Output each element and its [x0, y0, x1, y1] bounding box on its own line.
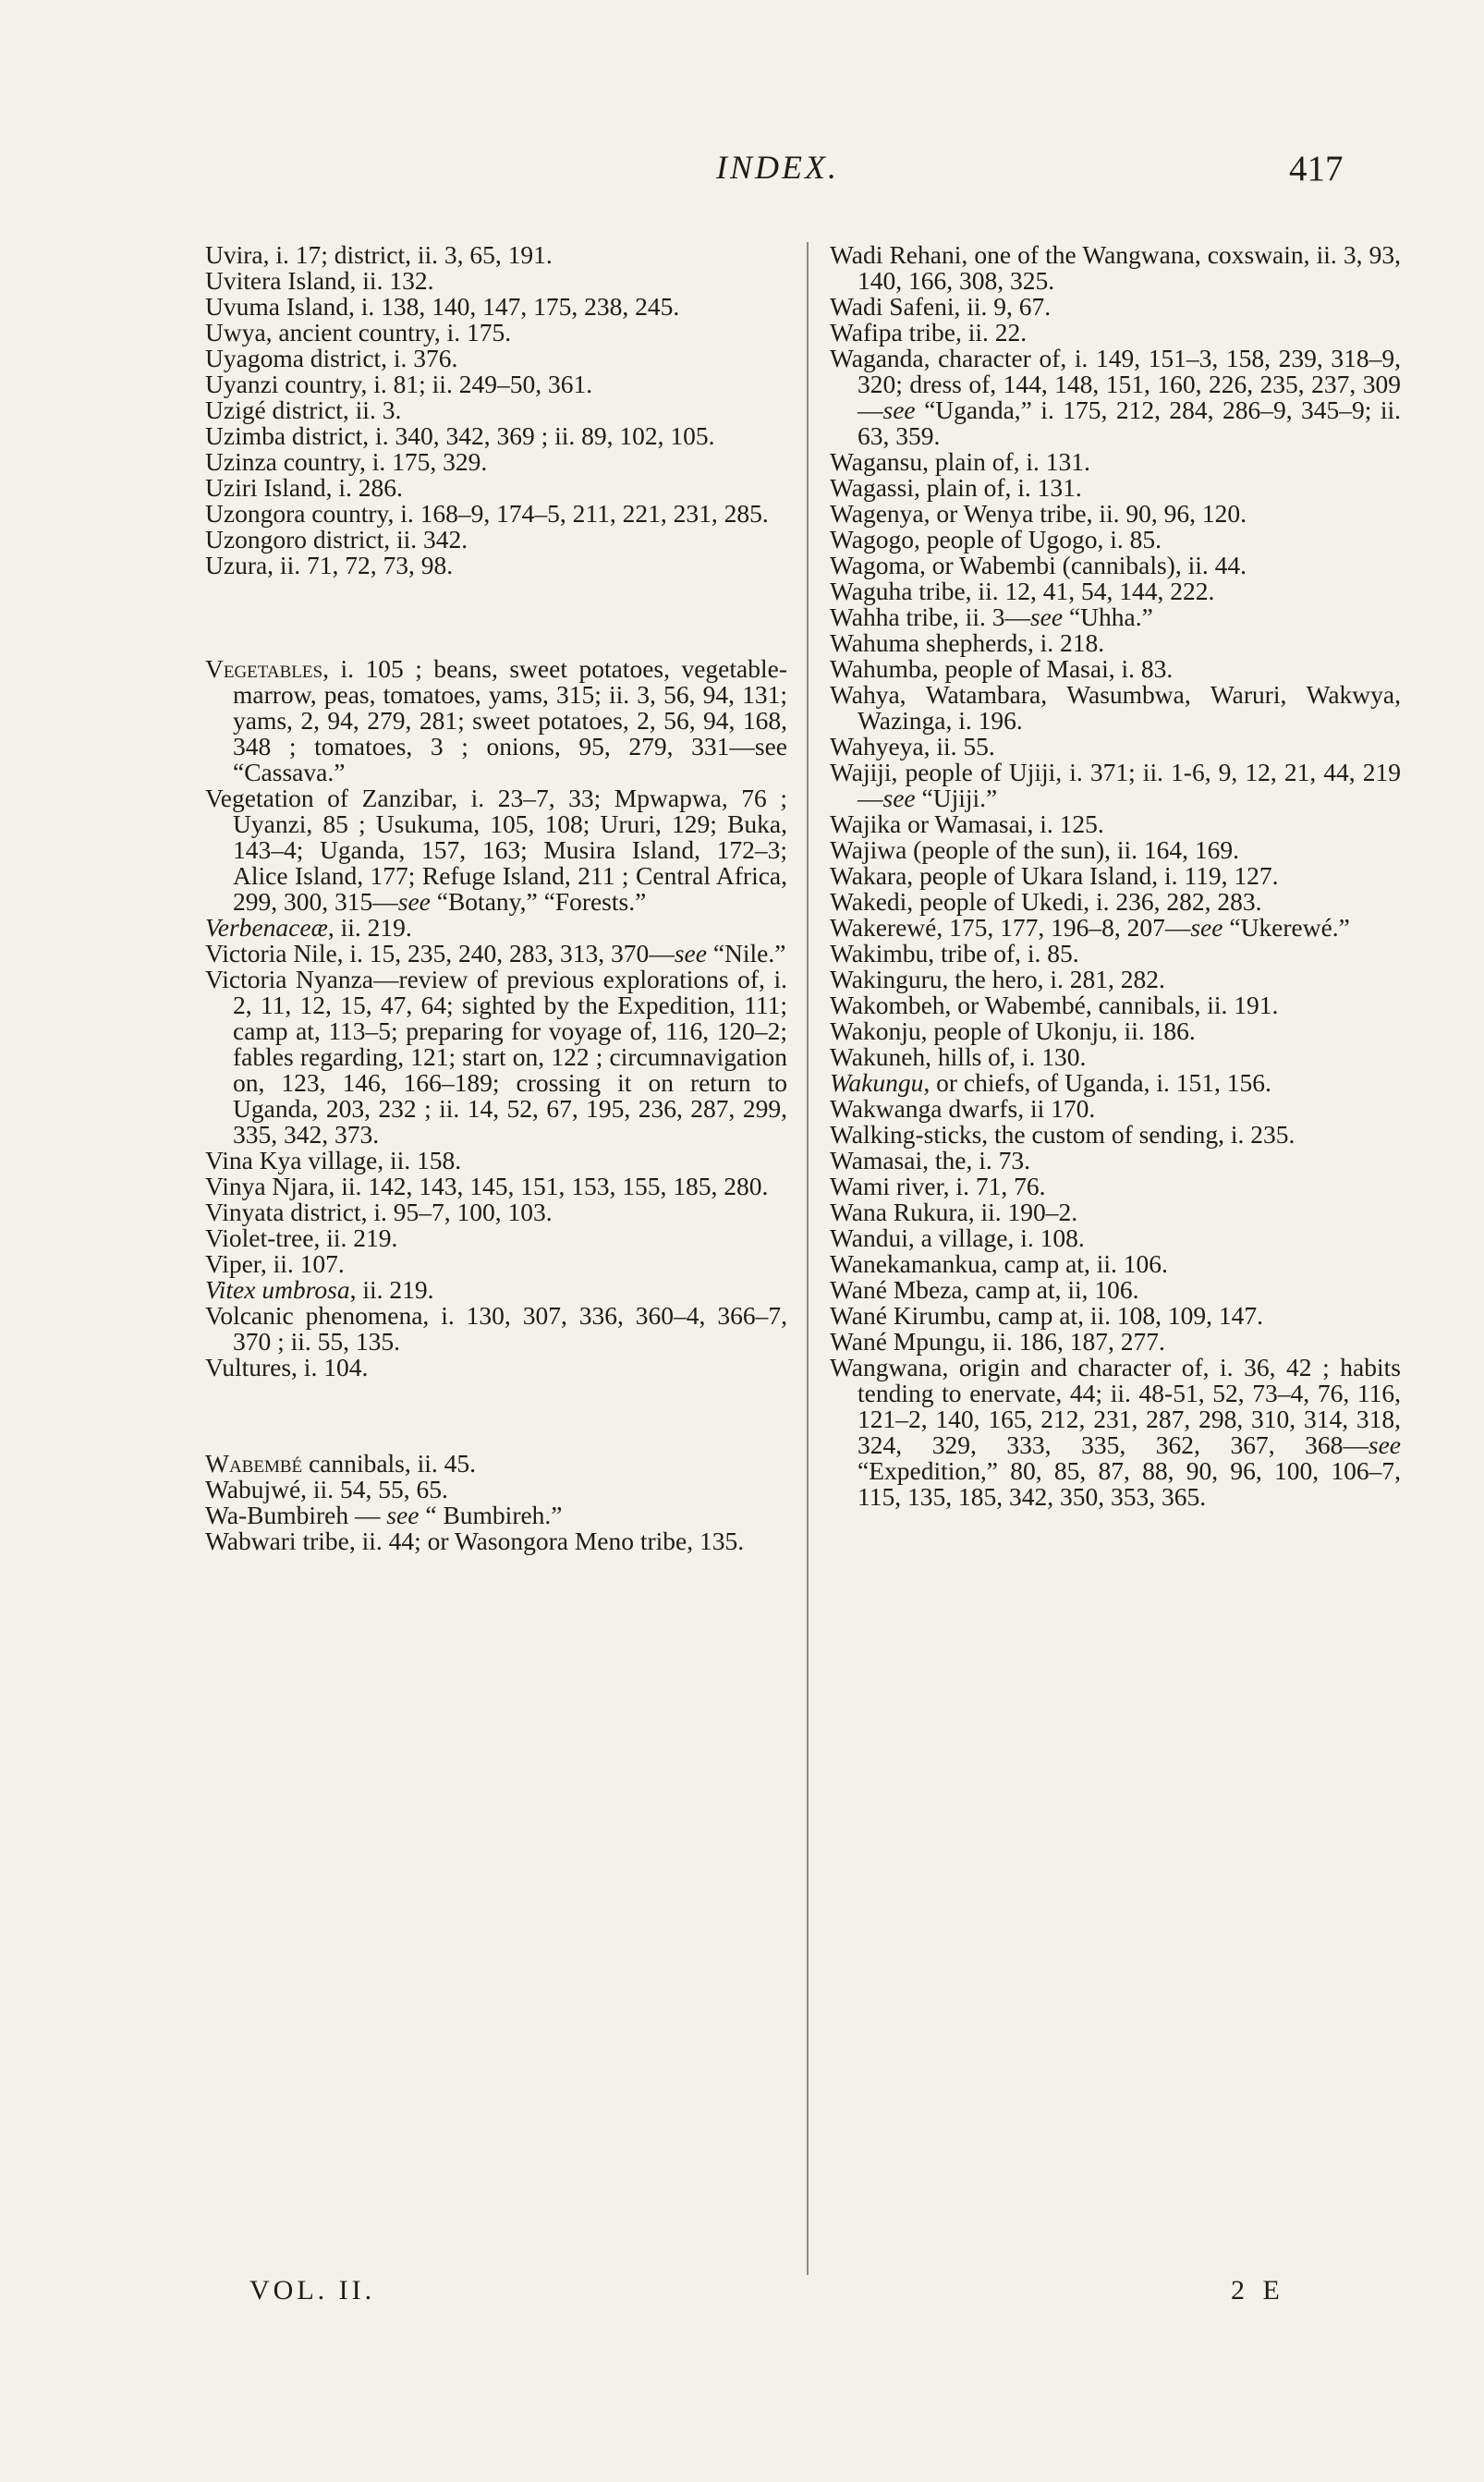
index-entry: Victoria Nyanza—review of previous explorations of, i. 2, 11, 12, 15, 47, 64; sighted by the Expedition, 111; camp at, 113–5; preparing for voyage of, 116, 120–2; fables regarding, 121; start on, 122 ; circumnavigation on, 123, 146, 166–189; crossing it on return to Uganda, 203, 232 ; ii. 14, 52, 67, 195, 236, 287, 299, 335, 342, 373. — [205, 965, 787, 1149]
index-entry: Uvuma Island, i. 138, 140, 147, 175, 238, 245. — [205, 292, 680, 321]
index-entry: Vultures, i. 104. — [205, 1353, 369, 1381]
index-entry: Uziri Island, i. 286. — [205, 473, 403, 502]
index-entry: Wabwari tribe, ii. 44; or Wasongora Meno tribe, 135. — [205, 1527, 745, 1555]
index-entry: Vinyata district, i. 95–7, 100, 103. — [205, 1198, 553, 1226]
index-entry: Uvitera Island, ii. 132. — [205, 266, 434, 295]
index-entry: Wakungu, or chiefs, of Uganda, i. 151, 156. — [830, 1068, 1271, 1097]
group-spacer — [205, 1381, 787, 1451]
index-entry: Wajiji, people of Ujiji, i. 371; ii. 1-6, 9, 12, 21, 44, 219—see “Ujiji.” — [830, 758, 1401, 812]
index-column-left — [205, 242, 787, 1554]
index-entry: Vinya Njara, ii. 142, 143, 145, 151, 153, 155, 185, 280. — [205, 1172, 769, 1200]
index-entry: Victoria Nile, i. 15, 235, 240, 283, 313, 370—see “Nile.” — [205, 939, 786, 967]
index-column-right — [830, 242, 1401, 1510]
index-entry: Uyagoma district, i. 376. — [205, 344, 458, 372]
index-entry: Wandui, a village, i. 108. — [830, 1223, 1085, 1252]
index-entry: Wafipa tribe, ii. 22. — [830, 318, 1028, 347]
index-group-v — [205, 785, 787, 1381]
index-entry: Wabembé cannibals, ii. 45. — [205, 1449, 477, 1478]
index-entry: Wa-Bumbireh — see “ Bumbireh.” — [205, 1501, 563, 1529]
index-entry: Wagoma, or Wabembi (cannibals), ii. 44. — [830, 551, 1247, 579]
index-entry: Uzongoro district, ii. 342. — [205, 525, 468, 554]
index-entry: Wadi Safeni, ii. 9, 67. — [830, 292, 1052, 321]
index-entry: Violet-tree, ii. 219. — [205, 1223, 398, 1252]
index-entry: Uyanzi country, i. 81; ii. 249–50, 361. — [205, 370, 593, 398]
index-entry: Wana Rukura, ii. 190–2. — [830, 1198, 1078, 1226]
volume-label: VOL. II. — [249, 2275, 376, 2306]
index-entry: Wanekamankua, camp at, ii. 106. — [830, 1249, 1168, 1278]
index-entry: Wagansu, plain of, i. 131. — [830, 447, 1090, 476]
index-entry: Wahyeya, ii. 55. — [830, 732, 995, 760]
index-entry: Uvira, i. 17; district, ii. 3, 65, 191. — [205, 240, 553, 269]
index-entry: Uzigé district, ii. 3. — [205, 395, 402, 424]
index-entry: Wagogo, people of Ugogo, i. 85. — [830, 525, 1162, 554]
index-entry: Uzinza country, i. 175, 329. — [205, 447, 488, 476]
section-lead-word: Wabembé — [205, 1449, 303, 1478]
index-entry: Wakerewé, 175, 177, 196–8, 207—see “Ukerewé.” — [830, 913, 1350, 942]
index-entry: Wané Mbeza, camp at, ii, 106. — [830, 1275, 1139, 1304]
index-entry: Wadi Rehani, one of the Wangwana, coxswain, ii. 3, 93, 140, 166, 308, 325. — [830, 240, 1401, 295]
group-spacer — [205, 578, 787, 656]
page-number: 417 — [1289, 149, 1344, 189]
index-entry: Wami river, i. 71, 76. — [830, 1172, 1046, 1200]
index-entry: Volcanic phenomena, i. 130, 307, 336, 360–4, 366–7, 370 ; ii. 55, 135. — [205, 1301, 787, 1356]
index-entry: Uzongora country, i. 168–9, 174–5, 211, 221, 231, 285. — [205, 499, 769, 528]
page-header — [0, 148, 1484, 203]
index-entry: Verbenaceæ, ii. 219. — [205, 913, 412, 942]
index-entry: Wakimbu, tribe of, i. 85. — [830, 939, 1079, 967]
index-entry: Wakara, people of Ukara Island, i. 119, 127. — [830, 861, 1279, 890]
index-entry: Viper, ii. 107. — [205, 1249, 345, 1278]
index-entry: Uzimba district, i. 340, 342, 369 ; ii. 89, 102, 105. — [205, 421, 715, 450]
index-entry: Uwya, ancient country, i. 175. — [205, 318, 512, 347]
index-entry: Vegetables, i. 105 ; beans, sweet potatoes, vegetable-marrow, peas, tomatoes, yams, 315; ii. 3, 56, 94, 131; yams, 2, 94, 279, 281; sweet potatoes, 2, 56, 94, 168, 348 ; tomatoes, 3 ; onions, 95, 279, 331—see “Cassava.” — [205, 654, 787, 786]
index-entry: Wagenya, or Wenya tribe, ii. 90, 96, 120. — [830, 499, 1247, 528]
index-entry: Wakuneh, hills of, i. 130. — [830, 1042, 1087, 1071]
index-entry: Waguha tribe, ii. 12, 41, 54, 144, 222. — [830, 577, 1215, 605]
column-divider — [807, 242, 809, 2275]
index-entry: Waganda, character of, i. 149, 151–3, 158, 239, 318–9, 320; dress of, 144, 148, 151, 160, 226, 235, 237, 309—see “Uganda,” i. 175, 212, 284, 286–9, 345–9; ii. 63, 359. — [830, 344, 1401, 450]
index-entry: Wagassi, plain of, i. 131. — [830, 473, 1082, 502]
index-entry: Wakwanga dwarfs, ii 170. — [830, 1094, 1096, 1123]
index-entry: Walking-sticks, the custom of sending, i. 235. — [830, 1120, 1295, 1149]
index-entry: Wané Mpungu, ii. 186, 187, 277. — [830, 1327, 1165, 1356]
running-title: INDEX. — [716, 149, 839, 186]
index-entry: Wahya, Watambara, Wasumbwa, Waruri, Wakwya, Wazinga, i. 196. — [830, 680, 1401, 735]
index-entry: Wakedi, people of Ukedi, i. 236, 282, 283. — [830, 887, 1262, 916]
section-lead-word: Vegetables — [205, 654, 323, 683]
index-group-u — [205, 242, 787, 578]
index-entry: Wahumba, people of Masai, i. 83. — [830, 654, 1174, 683]
index-entry: Wabujwé, ii. 54, 55, 65. — [205, 1475, 448, 1503]
index-entry: Wakombeh, or Wabembé, cannibals, ii. 191. — [830, 991, 1279, 1019]
index-entry: Wangwana, origin and character of, i. 36, 42 ; habits tending to enervate, 44; ii. 48-51, 52, 73–4, 76, 116, 121–2, 140, 165, 212, 231, 287, 298, 310, 314, 318, 324, 329, 333, 335, 362, 367, 368—see “Expedition,” 80, 85, 87, 88, 90, 96, 100, 106–7, 115, 135, 185, 342, 350, 353, 365. — [830, 1353, 1401, 1511]
index-entry: Wakinguru, the hero, i. 281, 282. — [830, 965, 1165, 993]
index-entry: Wamasai, the, i. 73. — [830, 1146, 1030, 1174]
index-entry: Wakonju, people of Ukonju, ii. 186. — [830, 1016, 1196, 1045]
index-entry: Vegetation of Zanzibar, i. 23–7, 33; Mpwapwa, 76 ; Uyanzi, 85 ; Usukuma, 105, 108; Ururi, 129; Buka, 143–4; Uganda, 157, 163; Musira Island, 172–3; Alice Island, 177; Refuge Island, 211 ; Central Africa, 299, 300, 315—see “Botany,” “Forests.” — [205, 784, 787, 916]
index-group-w — [205, 1477, 787, 1554]
index-entry: Wajiwa (people of the sun), ii. 164, 169. — [830, 835, 1240, 864]
signature-mark: 2 E — [1231, 2275, 1285, 2306]
index-entry: Uzura, ii. 71, 72, 73, 98. — [205, 551, 454, 579]
index-entry: Wané Kirumbu, camp at, ii. 108, 109, 147. — [830, 1301, 1264, 1330]
index-entry: Wahha tribe, ii. 3—see “Uhha.” — [830, 602, 1153, 631]
index-entry: Wahuma shepherds, i. 218. — [830, 628, 1105, 657]
index-entry: Vina Kya village, ii. 158. — [205, 1146, 462, 1174]
index-entry: Vitex umbrosa, ii. 219. — [205, 1275, 434, 1304]
index-entry: Wajika or Wamasai, i. 125. — [830, 809, 1104, 838]
